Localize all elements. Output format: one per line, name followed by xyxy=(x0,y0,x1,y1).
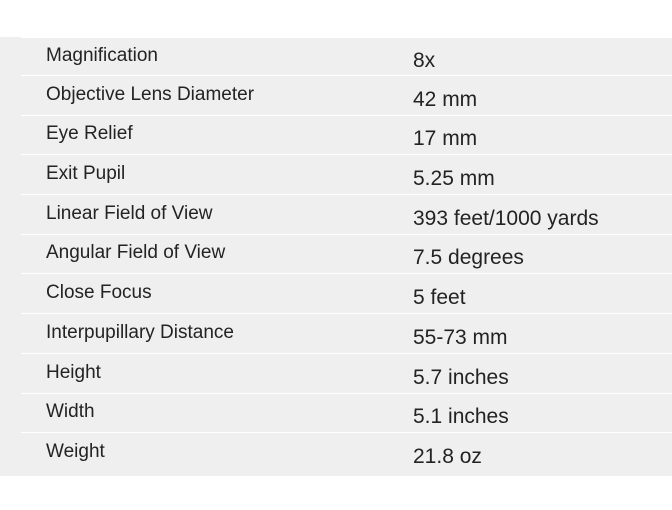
spec-label-interpupillary-distance: Interpupillary Distance xyxy=(46,322,234,343)
spec-label-width: Width xyxy=(46,401,95,422)
spec-value-weight: 21.8 oz xyxy=(413,445,482,468)
table-row xyxy=(21,235,672,274)
table-row xyxy=(21,116,672,155)
spec-label-angular-field-of-view: Angular Field of View xyxy=(46,242,226,263)
table-row xyxy=(21,37,672,76)
spec-label-objective-lens-diameter: Objective Lens Diameter xyxy=(46,84,255,105)
spec-label-exit-pupil: Exit Pupil xyxy=(46,163,126,184)
table-row xyxy=(21,196,672,235)
spec-value-interpupillary-distance: 55-73 mm xyxy=(413,326,508,349)
spec-label-weight: Weight xyxy=(46,441,105,462)
table-row xyxy=(21,275,672,314)
spec-value-width: 5.1 inches xyxy=(413,405,509,428)
spec-value-close-focus: 5 feet xyxy=(413,286,466,309)
spec-label-magnification: Magnification xyxy=(46,45,158,66)
spec-label-close-focus: Close Focus xyxy=(46,282,152,303)
spec-label-height: Height xyxy=(46,362,101,383)
table-row xyxy=(21,315,672,354)
table-row xyxy=(21,355,672,394)
spec-value-eye-relief: 17 mm xyxy=(413,127,478,150)
spec-value-exit-pupil: 5.25 mm xyxy=(413,167,495,190)
spec-value-objective-lens-diameter: 42 mm xyxy=(413,88,478,111)
specifications-table xyxy=(0,37,672,476)
table-row xyxy=(21,156,672,195)
spec-value-height: 5.7 inches xyxy=(413,366,509,389)
table-row xyxy=(21,77,672,116)
spec-label-linear-field-of-view: Linear Field of View xyxy=(46,203,213,224)
spec-value-angular-field-of-view: 7.5 degrees xyxy=(413,246,524,269)
spec-label-eye-relief: Eye Relief xyxy=(46,123,133,144)
table-row xyxy=(21,394,672,433)
table-row xyxy=(21,434,672,476)
spec-value-magnification: 8x xyxy=(413,49,436,72)
spec-value-linear-field-of-view: 393 feet/1000 yards xyxy=(413,207,599,230)
